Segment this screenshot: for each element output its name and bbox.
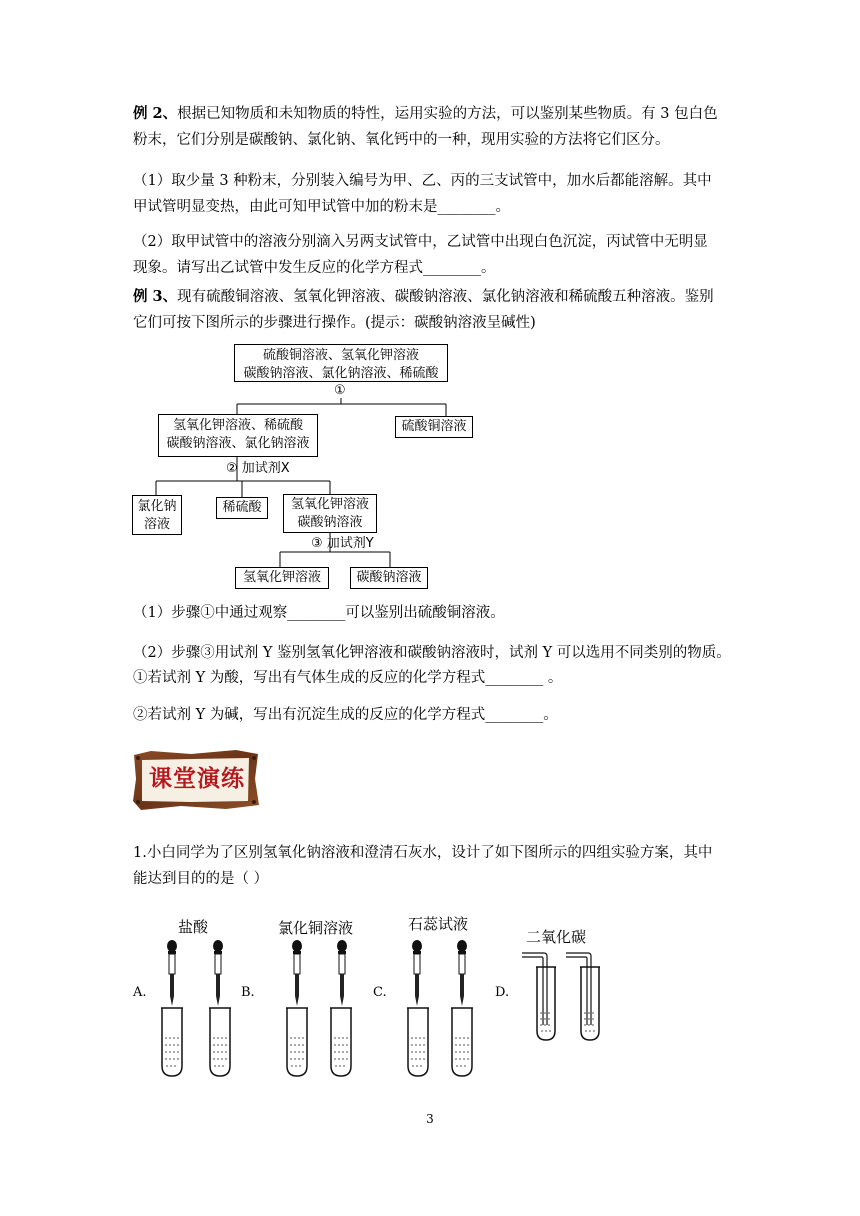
flow-step1-label: ① <box>334 383 346 398</box>
dropper-icon <box>337 940 347 1006</box>
ex2-q2-line2: 现象。请写出乙试管中发生反应的化学方程式________。 <box>133 260 496 276</box>
practice-q1-line2: 能达到目的的是（ ） <box>133 871 269 887</box>
flow-top-box: 硫酸铜溶液、氢氧化钾溶液 碳酸钠溶液、氯化钠溶液、稀硫酸 <box>234 344 448 382</box>
option-d: D. <box>495 985 510 1000</box>
ex2-intro-line2: 粉末，它们分别是碳酸钠、氯化钠、氧化钙中的一种，现用实验的方法将它们区分。 <box>133 132 670 148</box>
option-b: B. <box>241 985 255 1000</box>
ex3-label: 例 3、 <box>133 288 178 305</box>
flow-right-box-cuso4: 硫酸铜溶液 <box>395 416 473 438</box>
reagent-label-d: 二氧化碳 <box>526 928 587 946</box>
test-tube-icon <box>209 1008 231 1076</box>
reagent-label-b: 氯化铜溶液 <box>278 919 354 937</box>
practice-q1-line1: 1.小白同学为了区别氢氧化钠溶液和澄清石灰水，设计了如下图所示的四组实验方案，其中 <box>133 845 713 861</box>
ex3-q2-line2: ①若试剂 Y 为酸，写出有气体生成的反应的化学方程式________ 。 <box>133 670 563 686</box>
flow-koh-box: 氢氧化钾溶液 <box>235 567 329 589</box>
flow-mix-box: 氢氧化钾溶液 碳酸钠溶液 <box>283 494 377 533</box>
gas-tube-icon <box>566 953 591 1025</box>
ex3-q2-line1: （2）步骤③用试剂 Y 鉴别氢氧化钾溶液和碳酸钠溶液时，试剂 Y 可以选用不同类别的物质。 <box>133 645 731 661</box>
dropper-icon <box>213 940 223 1006</box>
test-tube-icon <box>580 967 600 1040</box>
option-a: A. <box>133 985 147 1000</box>
flow-nacl-box: 氯化钠 溶液 <box>132 495 182 535</box>
test-tube-icon <box>330 1008 352 1076</box>
ex3-intro-line2: 它们可按下图所示的步骤进行操作。(提示：碳酸钠溶液呈碱性) <box>133 315 536 331</box>
dropper-icon <box>167 940 177 1006</box>
test-tube-icon <box>161 1008 183 1076</box>
flow-na2co3-box: 碳酸钠溶液 <box>350 567 428 589</box>
ex2-q1-line2: 甲试管明显变热，由此可知甲试管中加的粉末是________。 <box>133 199 510 215</box>
reagent-label-a: 盐酸 <box>178 918 209 936</box>
test-tube-icon <box>536 967 556 1040</box>
flow-step2-label: ② 加试剂X <box>226 461 290 476</box>
reagent-label-c: 石蕊试液 <box>408 915 469 933</box>
ex3-q2-line3: ②若试剂 Y 为碱，写出有沉淀生成的反应的化学方程式________。 <box>133 707 558 723</box>
dropper-icon <box>292 940 302 1006</box>
gas-tube-icon <box>522 953 547 1025</box>
ex2-q1-line1: （1）取少量 3 种粉末，分别装入编号为甲、乙、丙的三支试管中，加水后都能溶解。其中 <box>133 173 712 189</box>
ex3-intro-line1: 例 3、现有硫酸铜溶液、氢氧化钾溶液、碳酸钠溶液、氯化钠溶液和稀硫酸五种溶液。鉴别 <box>133 288 714 305</box>
option-c: C. <box>373 985 387 1000</box>
page-number: 3 <box>426 1112 434 1126</box>
test-tube-icon <box>451 1008 473 1076</box>
test-tube-icon <box>286 1008 308 1076</box>
section-title: 课堂演练 <box>149 765 245 792</box>
ex2-intro-line1: 例 2、根据已知物质和未知物质的特性，运用实验的方法，可以鉴别某些物质。有 3 包白色 <box>133 105 718 122</box>
ex2-q2-line1: （2）取甲试管中的溶液分别滴入另两支试管中，乙试管中出现白色沉淀，丙试管中无明显 <box>133 234 708 250</box>
flow-h2so4-box: 稀硫酸 <box>216 497 268 519</box>
ex3-q1: （1）步骤①中通过观察________可以鉴别出硫酸铜溶液。 <box>133 605 505 621</box>
dropper-icon <box>457 940 467 1006</box>
flow-left-box: 氢氧化钾溶液、稀硫酸 碳酸钠溶液、氯化钠溶液 <box>158 414 318 457</box>
ex2-label: 例 2、 <box>133 105 178 122</box>
flow-step3-label: ③ 加试剂Y <box>311 536 374 551</box>
dropper-icon <box>412 940 422 1006</box>
test-tube-icon <box>407 1008 429 1076</box>
